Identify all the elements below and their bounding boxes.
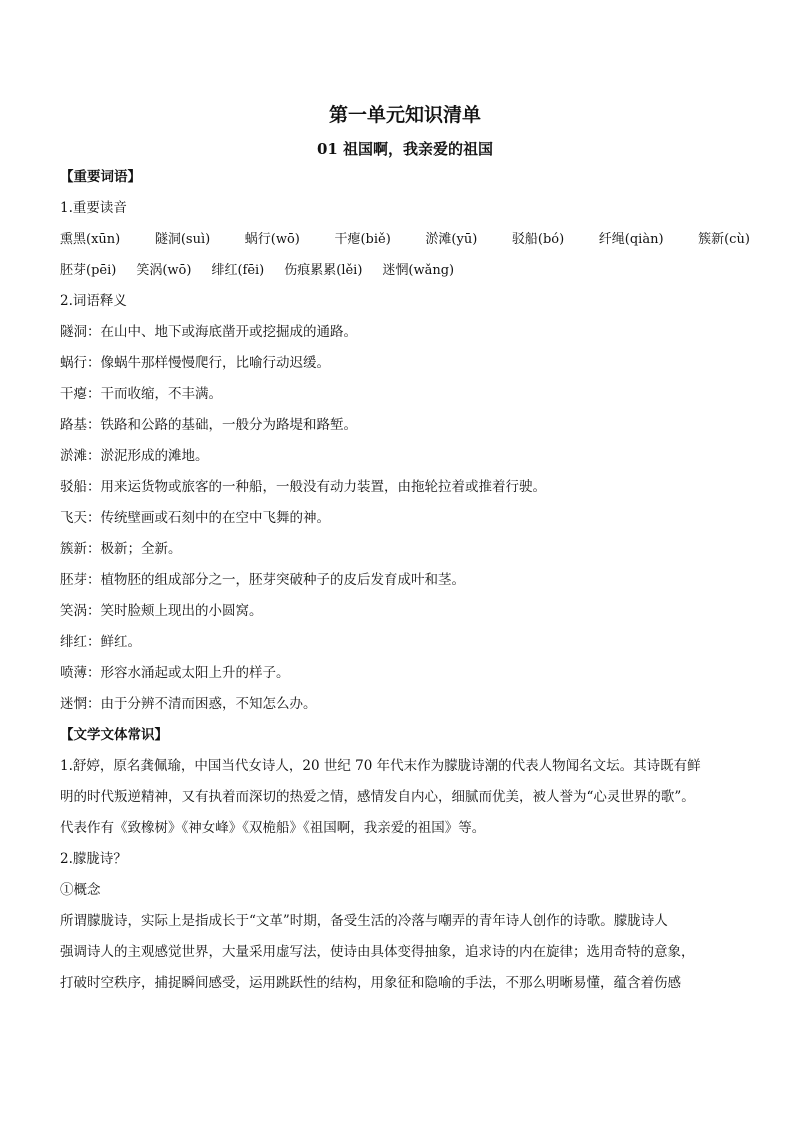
reading-item: 胚芽(pēi) [60,263,117,278]
readings-heading: 1.重要读音 [60,200,127,216]
definition-item: 迷惘：由于分辨不清而困惑，不知怎么办。 [60,696,317,712]
section-heading-vocab: 【重要词语】 [60,169,141,185]
definition-item: 路基：铁路和公路的基础，一般分为路堤和路堑。 [60,417,357,433]
definition-item: 喷薄：形容水涌起或太阳上升的样子。 [60,665,290,681]
concept-paragraph-line: 所谓朦胧诗，实际上是指成长于“文革”时期，备受生活的冷落与嘲弄的青年诗人创作的诗歌。朦胧诗人 [60,913,668,929]
reading-item: 迷惘(wǎng) [382,263,455,278]
definition-item: 簇新：极新；全新。 [60,541,182,557]
reading-item: 淤滩(yū) [425,232,478,247]
reading-item: 纤绳(qiàn) [598,232,664,247]
definition-item: 蜗行：像蜗牛那样慢慢爬行，比喻行动迟缓。 [60,355,330,371]
reading-item: 伤痕累累(lěi) [284,263,363,278]
definition-item: 绯红：鲜红。 [60,634,141,650]
reading-item: 熏黑(xūn) [60,232,121,247]
definition-item: 胚芽：植物胚的组成部分之一，胚芽突破种子的皮后发育成叶和茎。 [60,572,465,588]
definitions-heading: 2.词语释义 [60,293,127,309]
misty-poetry-heading: 2.朦胧诗？ [60,851,127,867]
literature-paragraph-line: 代表作有《致橡树》《神女峰》《双桅船》《祖国啊，我亲爱的祖国》等。 [60,820,486,836]
section-heading-literature: 【文学文体常识】 [60,727,168,743]
literature-paragraph-line: 1.舒婷，原名龚佩瑜，中国当代女诗人，20 世纪 70 年代末作为朦胧诗潮的代表人物闻名文坛。其诗既有鲜 [60,758,701,774]
readings-row-1 [60,224,750,255]
reading-item: 隧洞(suì) [154,232,211,247]
reading-item: 干瘪(biě) [334,232,391,247]
definition-item: 隧洞：在山中、地下或海底凿开或挖掘成的通路。 [60,324,357,340]
reading-item: 簇新(cù) [698,232,750,247]
document-page [60,100,750,999]
literature-paragraph-line: 明的时代叛逆精神，又有执着而深切的热爱之情，感情发自内心，细腻而优美，被人誉为“心灵世界的歌”。 [60,789,695,805]
concept-paragraph-line: 打破时空秩序，捕捉瞬间感受，运用跳跃性的结构，用象征和隐喻的手法，不那么明晰易懂，蕴含着伤感 [60,975,681,991]
definition-item: 驳船：用来运货物或旅客的一种船，一般没有动力装置，由拖轮拉着或推着行驶。 [60,479,546,495]
definition-item: 笑涡：笑时脸颊上现出的小圆窝。 [60,603,263,619]
readings-row-2 [60,255,750,286]
reading-item: 笑涡(wō) [136,263,192,278]
reading-item: 驳船(bó) [511,232,565,247]
concept-heading: ①概念 [60,882,101,898]
definition-item: 淤滩：淤泥形成的滩地。 [60,448,209,464]
reading-item: 蜗行(wō) [244,232,300,247]
concept-paragraph-line: 强调诗人的主观感觉世界，大量采用虚写法，使诗由具体变得抽象，追求诗的内在旋律；选用奇特的意象， [60,944,695,960]
page-title: 第一单元知识清单 [328,104,481,126]
reading-item: 绯红(fēi) [211,263,265,278]
definition-item: 飞天：传统壁画或石刻中的在空中飞舞的神。 [60,510,330,526]
lesson-title: 01 祖国啊，我亲爱的祖国 [316,140,494,158]
definition-item: 干瘪：干而收缩，不丰满。 [60,386,222,402]
